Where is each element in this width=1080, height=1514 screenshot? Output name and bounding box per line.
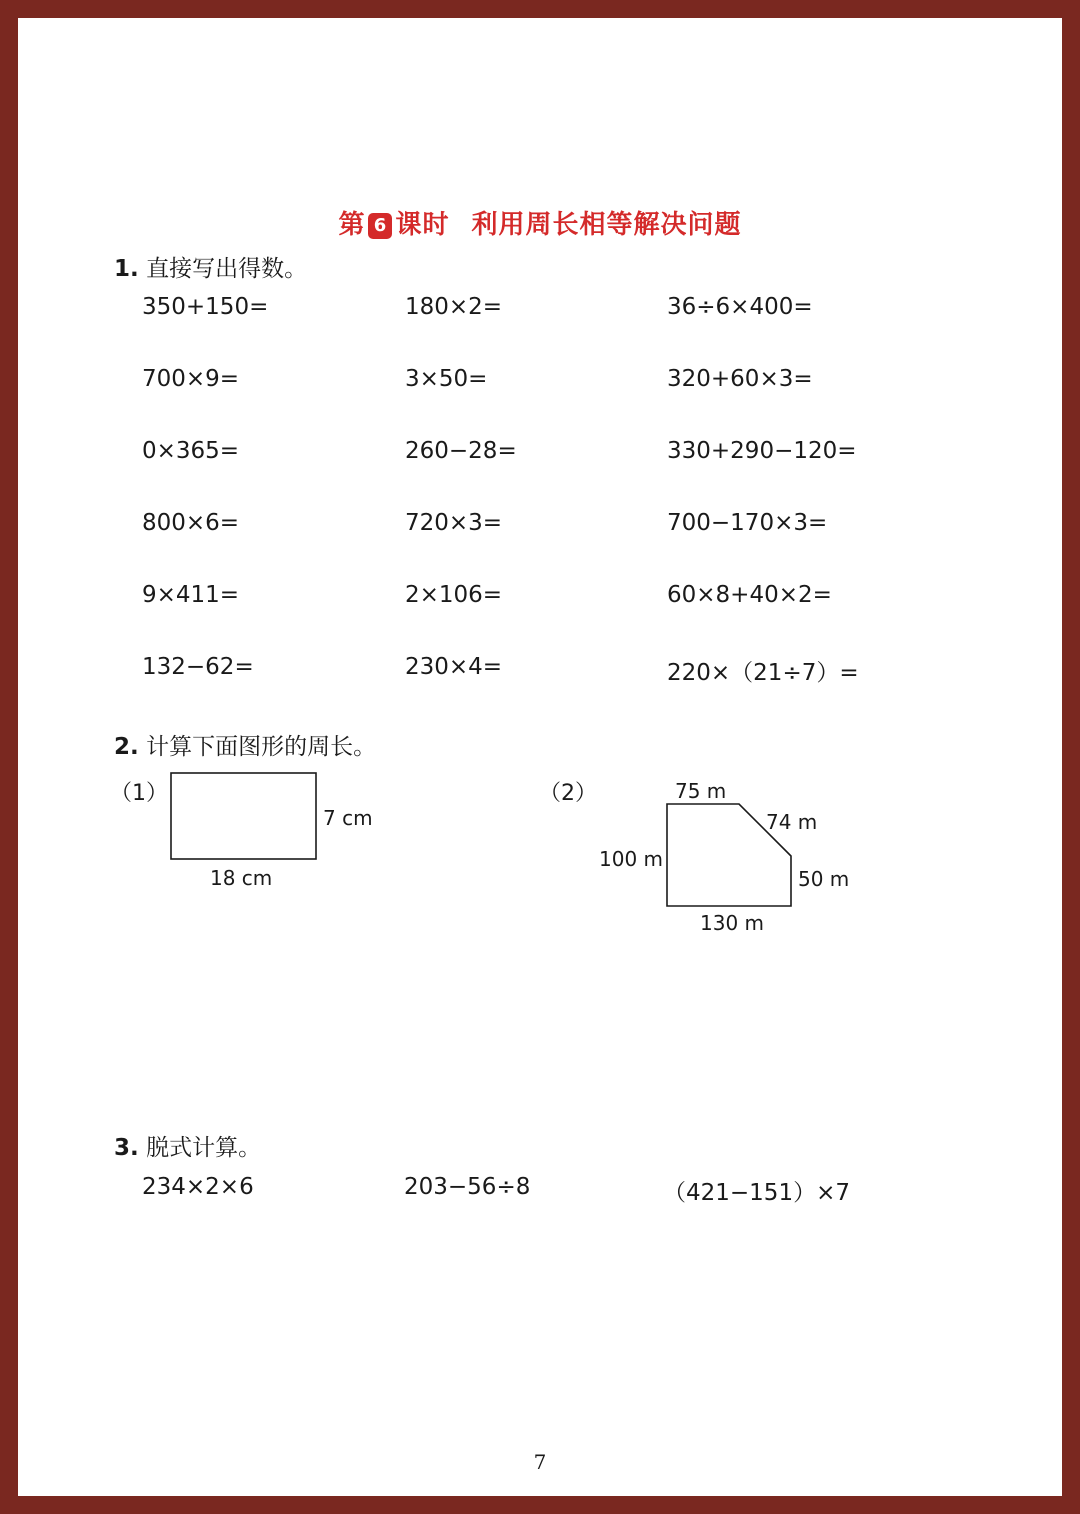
section1-instruction: 直接写出得数。 [146, 256, 308, 282]
mental-math-item: 800×6= [142, 510, 240, 536]
title-prefix: 第 [338, 210, 366, 240]
figure1-label: （1） [110, 781, 168, 806]
mental-math-item: 60×8+40×2= [667, 582, 832, 608]
section3-number: 3. [114, 1135, 139, 1161]
mental-math-item: 720×3= [405, 510, 503, 536]
page-number: 7 [533, 1450, 547, 1474]
rectangle-figure [171, 773, 316, 859]
title-topic: 利用周长相等解决问题 [471, 210, 742, 240]
mental-math-item: 700−170×3= [667, 510, 828, 536]
mental-math-item: 700×9= [142, 366, 240, 392]
mental-math-item: 220×（21÷7）= [667, 660, 859, 686]
step-calc-item: 234×2×6 [142, 1174, 254, 1200]
title-suffix: 课时 [395, 210, 450, 240]
worksheet-page [18, 18, 1062, 1496]
step-calc-item: 203−56÷8 [404, 1174, 531, 1200]
lesson-number-badge: 6 [368, 213, 392, 239]
section3-heading [114, 1129, 261, 1162]
pentagon-left-label: 100 m [599, 847, 664, 871]
mental-math-item: 230×4= [405, 654, 503, 680]
pentagon-right-label: 50 m [798, 867, 850, 891]
mental-math-item: 320+60×3= [667, 366, 813, 392]
mental-math-item: 36÷6×400= [667, 294, 813, 320]
figure2-label: （2） [539, 781, 597, 806]
section2-number: 2. [114, 734, 139, 760]
pentagon-bottom-label: 130 m [700, 911, 765, 935]
mental-math-item: 350+150= [142, 294, 269, 320]
step-calc-item: （421−151）×7 [663, 1180, 850, 1206]
pentagon-top-label: 75 m [675, 779, 727, 803]
pentagon-diagonal-label: 74 m [766, 810, 818, 834]
mental-math-item: 260−28= [405, 438, 517, 464]
rectangle-bottom-label: 18 cm [210, 866, 273, 890]
perimeter-figures [18, 18, 1062, 1496]
rectangle-side-label: 7 cm [323, 806, 373, 830]
section2-instruction: 计算下面图形的周长。 [146, 734, 377, 760]
mental-math-item: 0×365= [142, 438, 240, 464]
section3-instruction: 脱式计算。 [146, 1135, 262, 1161]
mental-math-item: 132−62= [142, 654, 254, 680]
mental-math-item: 3×50= [405, 366, 488, 392]
mental-math-item: 2×106= [405, 582, 503, 608]
mental-math-item: 9×411= [142, 582, 240, 608]
mental-math-item: 180×2= [405, 294, 503, 320]
section1-number: 1. [114, 256, 139, 282]
mental-math-item: 330+290−120= [667, 438, 857, 464]
